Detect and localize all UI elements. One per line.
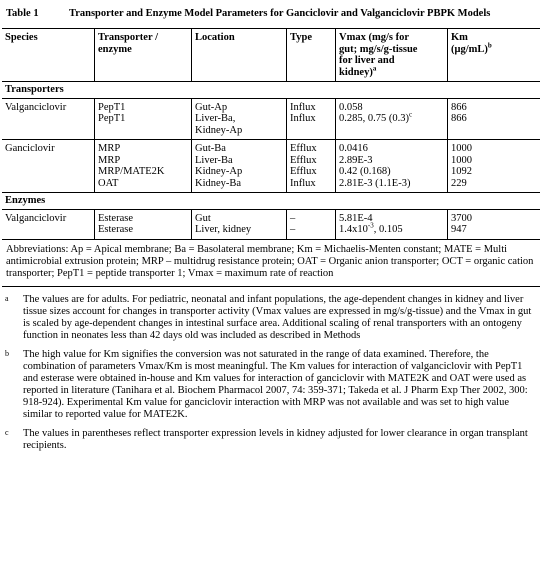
table-row: MRP Liver-Ba Efflux 2.89E-3 1000 — [2, 155, 540, 167]
section-transporters: Transporters — [2, 82, 540, 99]
header-vmax: Vmax (mg/s for gut; mg/s/g-tissue for liver and kidney)$^a$ — [336, 29, 448, 82]
table-row: OAT Kidney-Ba Influx 2.81E-3 (1.1E-3) 229 — [2, 178, 540, 193]
footnote-a — [2, 294, 540, 342]
table-row: Ganciclovir MRP Gut-Ba Efflux 0.0416 1000 — [2, 140, 540, 155]
parameters-table — [2, 29, 540, 240]
table-row: Valganciclovir Esterase Gut – 5.81E-4 3700 — [2, 209, 540, 224]
table-row: MRP/MATE2K Kidney-Ap Efflux 0.42 (0.168) 1092 — [2, 166, 540, 178]
footnote-text: The values are for adults. For pediatric, neonatal and infant populations, the age-dependent changes in kidney and liver tissue sizes account for changes in transporter activity (Vmax values are expressed in mg/s/g-tissue) and the Vmax in gut is scaled by age-dependent changes in intestinal surface area. Additional scaling of renal transporters with an ontogeny function in neonates less than 42 days old was included as described in Methods — [23, 293, 532, 341]
footnote-b — [2, 349, 540, 421]
footnote-text: The high value for Km signifies the conversion was not saturated in the range of data examined. Therefore, the combination of parameters Vmax/Km is most meaningful. The Km values for interaction of valganciclovir with PepT1 and esterase were obtained in-house and Km values for interaction of ganciclovir with MATE2K and OAT were used as reported in literature (Tanihara et al. Biochem Pharmacol 2007, 74: 359-371; Takeda et al. J Pharm Exp Ther 2002, 300: 918-924). Experimental Km value for ganciclovir interaction with MRP was not available and was set to high value similar to reported value for MATE2K. — [23, 348, 528, 420]
header-location: Location — [192, 29, 287, 82]
footnote-marker: a — [5, 293, 9, 303]
header-type: Type — [287, 29, 336, 82]
table-title: Transporter and Enzyme Model Parameters for Ganciclovir and Valganciclovir PBPK Models — [69, 8, 491, 19]
table-notes — [2, 244, 540, 452]
header-row — [2, 29, 540, 82]
header-transporter: Transporter / enzyme — [95, 29, 192, 82]
footnote-marker: b — [5, 348, 9, 358]
footnote-c — [2, 428, 540, 452]
table-document — [2, 2, 540, 452]
header-km: Km $(\mu g/mL)^b$ — [448, 29, 541, 82]
table-caption — [2, 2, 540, 28]
footnote-marker: c — [5, 427, 9, 437]
header-species: Species — [2, 29, 95, 82]
table-row: PepT1 Liver-Ba, Kidney-Ap Influx 0.285, 0.75 $(0.3)^c$ 866 — [2, 113, 540, 140]
table-row: Esterase Liver, kidney – $1.4x10^{-3}$, 0.105 947 — [2, 224, 540, 239]
table-number: Table 1 — [6, 8, 39, 19]
abbreviations-note: Abbreviations: Ap = Apical membrane; Ba = Basolateral membrane; Km = Michaelis-Menten constant; MATE = Multi antimicrobial extrusion protein; MRP – multidrug resistance protein; OAT = Organic anion transporter; OCT = organic cation transporter; PepT1 = peptide transporter 1; Vmax = maximum rate of reaction — [2, 244, 540, 287]
section-enzymes: Enzymes — [2, 193, 540, 210]
table-row: Valganciclovir PepT1 Gut-Ap Influx 0.058 866 — [2, 98, 540, 113]
footnote-text: The values in parentheses reflect transporter expression levels in kidney adjusted for lower clearance in organ transplant recipients. — [23, 427, 528, 451]
